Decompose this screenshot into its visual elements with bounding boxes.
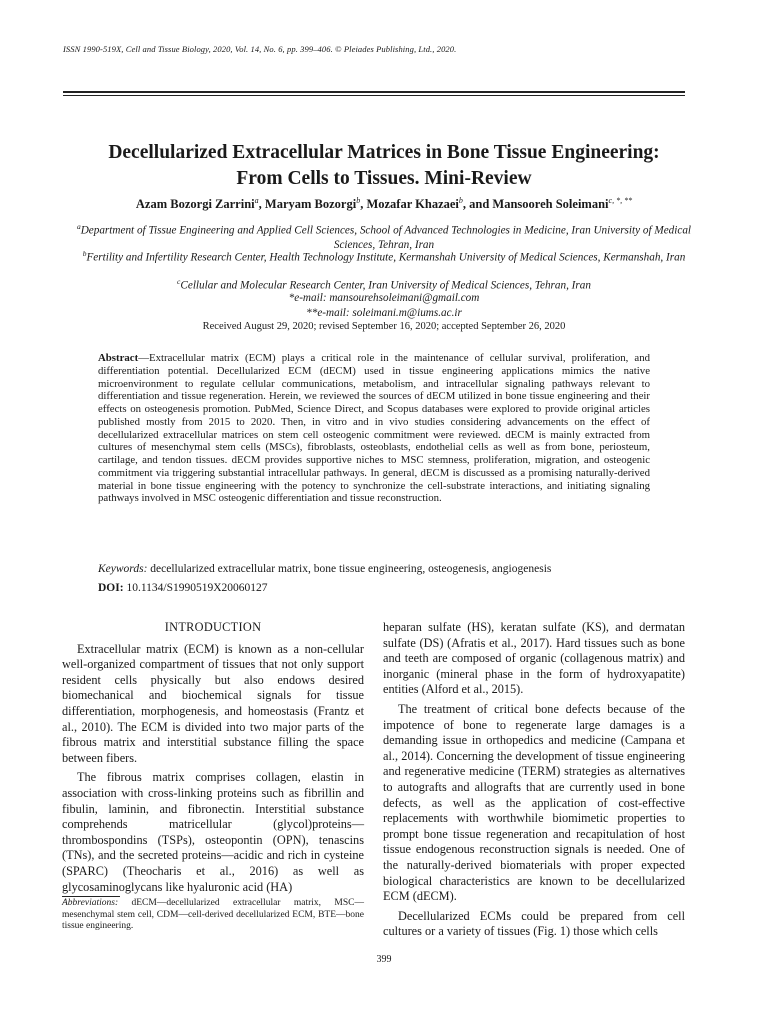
author-list [40, 196, 728, 212]
author-name: Azam Bozorgi Zarrini [135, 197, 255, 212]
footnote-text: dECM—decellularized extracellular matrix, MSC—mesenchymal stem cell, CDM—cell-derived decellularized ECM, BTE—bone tissue engineering. [62, 898, 364, 931]
affiliation-mark: a [76, 222, 81, 231]
author-affil-mark: b [458, 196, 463, 205]
article-title [40, 140, 728, 192]
page-number: 399 [376, 954, 392, 965]
body-column-left [62, 620, 364, 895]
abstract-label: Abstract [98, 352, 139, 364]
body-column-right [383, 620, 685, 940]
body-paragraph-continued: heparan sulfate (HS), keratan sulfate (KS), and dermatan sulfate (DS) (Afratis et al., 2017). Hard tissues such as bone and teeth are composed of organic (collagenous matrix) and inorganic (mineral phase in the form of hydroxyapatite) entities (Alford et al., 2015). [383, 620, 685, 697]
author-separator: , [360, 197, 367, 212]
keywords-label: Keywords: [98, 563, 148, 575]
author-name: Maryam Bozorgi [264, 197, 357, 212]
title-line-1: Decellularized Extracellular Matrices in Bone Tissue Engineering: [108, 142, 660, 163]
title-line-2: From Cells to Tissues. Mini-Review [236, 168, 532, 189]
footnote-label: Abbreviations: [62, 898, 119, 908]
body-paragraph: The treatment of critical bone defects because of the impotence of bone to regenerate large damages is a demanding issue in orthopedics and medicine (Campana et al., 2014). Concerning the development of tissue engineering and regenerative medicine (TERM) strategies as alternatives to autografts and allografts that are currently used in bone defects, as well as the application of cost-effective replacements with worthwhile biomimetic properties to prompt bone tissue regeneration and recapitulation of host tissue endogenous reconstruction signals is needed. One of the naturally-derived biomaterials with proper expected biological characteristics are known to be decellularized ECM (dECM). [383, 701, 685, 904]
keywords-text: decellularized extracellular matrix, bone tissue engineering, osteogenesis, angiogenesis [150, 563, 552, 575]
affiliation-b [60, 247, 708, 265]
affiliation-mark: b [82, 249, 87, 258]
author-separator: , and [462, 197, 493, 212]
journal-citation-header: ISSN 1990-519X, Cell and Tissue Biology, 2020, Vol. 14, No. 6, pp. 399–406. © Pleiades Publishing, Ltd., 2020. [63, 44, 457, 54]
received-dates: Received August 29, 2020; revised September 16, 2020; accepted September 26, 2020 [202, 321, 566, 332]
author-affil-mark: c, *, ** [608, 196, 633, 205]
author-separator: , [258, 197, 265, 212]
author-affil-mark: b [356, 196, 361, 205]
doi-label: DOI: [98, 582, 124, 594]
body-paragraph: The fibrous matrix comprises collagen, elastin in association with cross-linking proteins such as fibrillin and fibulin, laminin, and fibronectin. Interstitial substance comprehends matricellular (glycol)proteins—thrombospondins (TSPs), osteopontin (OPN), tenascins (TNs), and the secreted proteins—acidic and rich in cysteine (SPARC) (Theocharis et al., 2016) as well as glycosaminoglycans like hyaluronic acid (HA) [62, 770, 364, 894]
abbreviations-footnote [62, 898, 364, 933]
body-paragraph: Extracellular matrix (ECM) is known as a non-cellular well-organized compartment of tissues that not only support resident cells physically but also endows desired biomechanical and biochemical signals for tissue differentiation, morphogenesis, and homeostasis (Frantz et al., 2010). The ECM is divided into two major parts of the fibrous matrix and interstitial substance filling the space between fibers. [62, 641, 364, 765]
email-second[interactable]: **e-mail: soleimani.m@iums.ac.ir [306, 307, 462, 319]
header-rule-thick [63, 91, 685, 93]
doi [98, 582, 658, 594]
abstract-text: —Extracellular matrix (ECM) plays a critical role in the maintenance of cellular survival, proliferation, and differentiation potential. Decellularized ECM (dECM) used in tissue engineering applications mimics the native microenvironment to regulate cellular communications, metabolism, and intracellular signaling pathways relevant to differentiation and tissue regeneration. Herein, we reviewed the sources of dECM utilized in bone tissue engineering and their effects on osteogenesis promotion. PubMed, Science Direct, and Scopus databases were explored to provide original articles published mostly from 2015 to 2020. Then, in vitro and in vivo studies considering advancements on the effect of decellularized extracellular matrices on stem cell osteogenic commitment were reviewed. dECM is mainly extracted from cultures of mesenchymal stem cells (MSCs), fibroblasts, osteoblasts, endothelial cells as well as from bone, periosteum, cartilage, and tendon tissues. dECM provides supportive niches to MSC stemness, proliferation, migration, and osteogenic commitment via triggering substantial intracellular pathways. In general, dECM is discussed as a promising naturally-derived material in bone tissue engineering with the potency to synchronize the cell-substrate interactions, and initiating signaling pathways involved in MSC osteogenic differentiation and tissue reconstruction. [98, 352, 650, 505]
footnote-rule [62, 896, 120, 897]
abstract [98, 352, 650, 505]
section-heading-introduction: INTRODUCTION [164, 620, 262, 634]
affiliation-mark: c [177, 277, 181, 286]
affiliation-text: Fertility and Infertility Research Center, Health Technology Institute, Kermanshah University of Medical Sciences, Kermanshah, Iran [86, 251, 686, 264]
affiliation-text: Cellular and Molecular Research Center, Iran University of Medical Sciences, Tehran, Iran [180, 279, 591, 292]
author-affil-mark: a [254, 196, 259, 205]
email-first[interactable]: *e-mail: mansourehsoleimani@gmail.com [288, 292, 480, 304]
affiliation-text: Department of Tissue Engineering and Applied Cell Sciences, School of Advanced Technologies in Medicine, Iran University of Medical Sciences, Tehran, Iran [80, 224, 692, 251]
keywords [98, 563, 658, 575]
author-name: Mansooreh Soleimani [492, 197, 609, 212]
author-name: Mozafar Khazaei [366, 197, 459, 212]
body-paragraph: Decellularized ECMs could be prepared from cell cultures or a variety of tissues (Fig. 1) those which cells [383, 908, 685, 939]
header-rule-thin [63, 95, 685, 96]
doi-value[interactable]: 10.1134/S1990519X20060127 [126, 582, 268, 594]
